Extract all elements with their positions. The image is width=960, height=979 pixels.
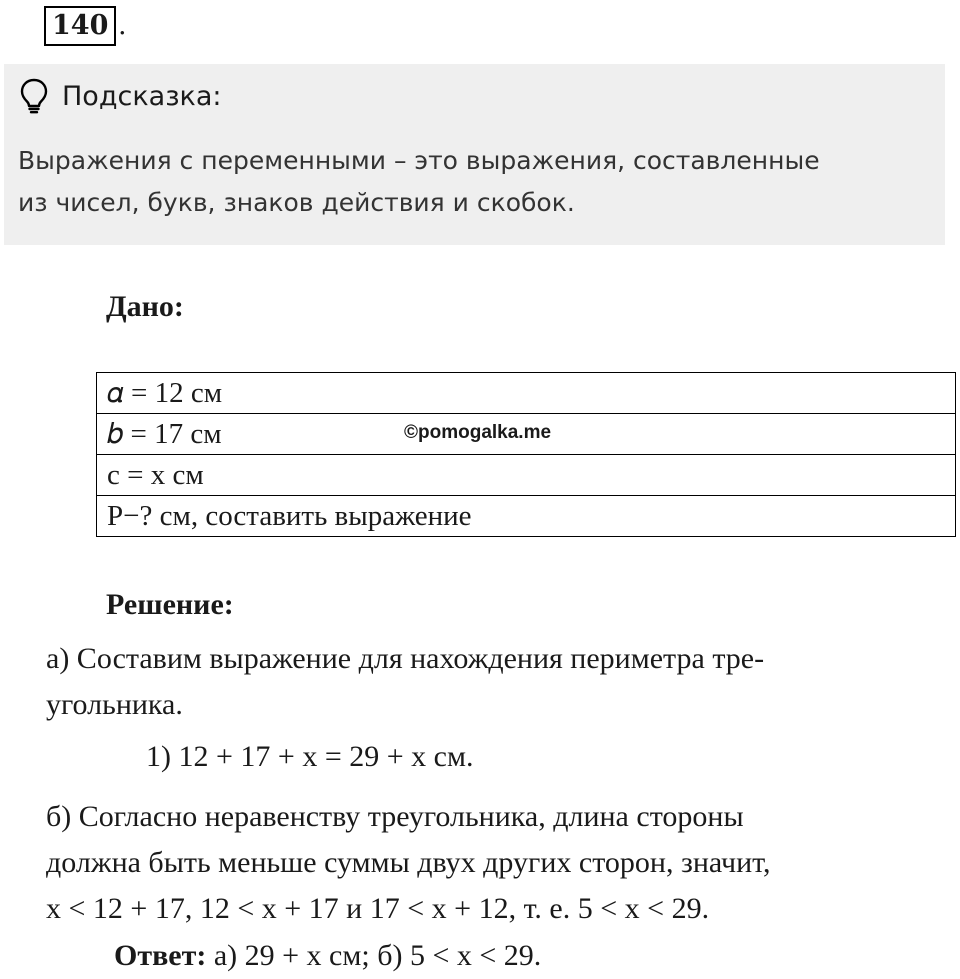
- text-line: должна быть меньше суммы двух других сторон, значит,: [46, 846, 771, 879]
- hint-title: Подсказка:: [62, 80, 222, 112]
- text-line: угольника.: [46, 688, 183, 721]
- given-row: [97, 496, 956, 537]
- solution-step-1: 1) 12 + 17 + x = 29 + x см.: [146, 740, 474, 773]
- answer-text: а) 29 + x см; б) 5 < x < 29.: [206, 939, 542, 972]
- hint-line: из чисел, букв, знаков действия и скобок.: [18, 188, 575, 217]
- solution-part-a: [46, 636, 926, 728]
- answer: [114, 936, 541, 976]
- text-line: а) Составим выражение для нахождения периметра тре-: [46, 642, 765, 675]
- given-cell: P−? см, составить выражение: [97, 496, 956, 537]
- given-row: [97, 455, 956, 496]
- solution-part-b: [46, 794, 946, 932]
- given-cell: 𝑏 = 17 см: [97, 414, 956, 455]
- hint-box: [4, 64, 945, 245]
- hint-header: [20, 76, 222, 116]
- text-line: б) Согласно неравенству треугольника, длина стороны: [46, 800, 744, 833]
- task-number: 140: [44, 6, 116, 46]
- given-table: [96, 372, 956, 537]
- task-number-dot: .: [118, 10, 127, 41]
- given-row: [97, 373, 956, 414]
- given-heading: Дано:: [106, 290, 184, 323]
- answer-label: Ответ:: [114, 939, 207, 972]
- watermark: ©pomogalka.me: [404, 422, 552, 443]
- hint-line: Выражения с переменными – это выражения, составленные: [18, 146, 820, 175]
- text-line: x < 12 + 17, 12 < x + 17 и 17 < x + 12, т. е. 5 < x < 29.: [46, 892, 710, 925]
- given-cell: c = x см: [97, 455, 956, 496]
- hint-text: [18, 140, 928, 224]
- solution-heading: Решение:: [106, 588, 234, 621]
- lightbulb-icon: [20, 78, 48, 114]
- given-cell: 𝛼 = 12 см: [97, 373, 956, 414]
